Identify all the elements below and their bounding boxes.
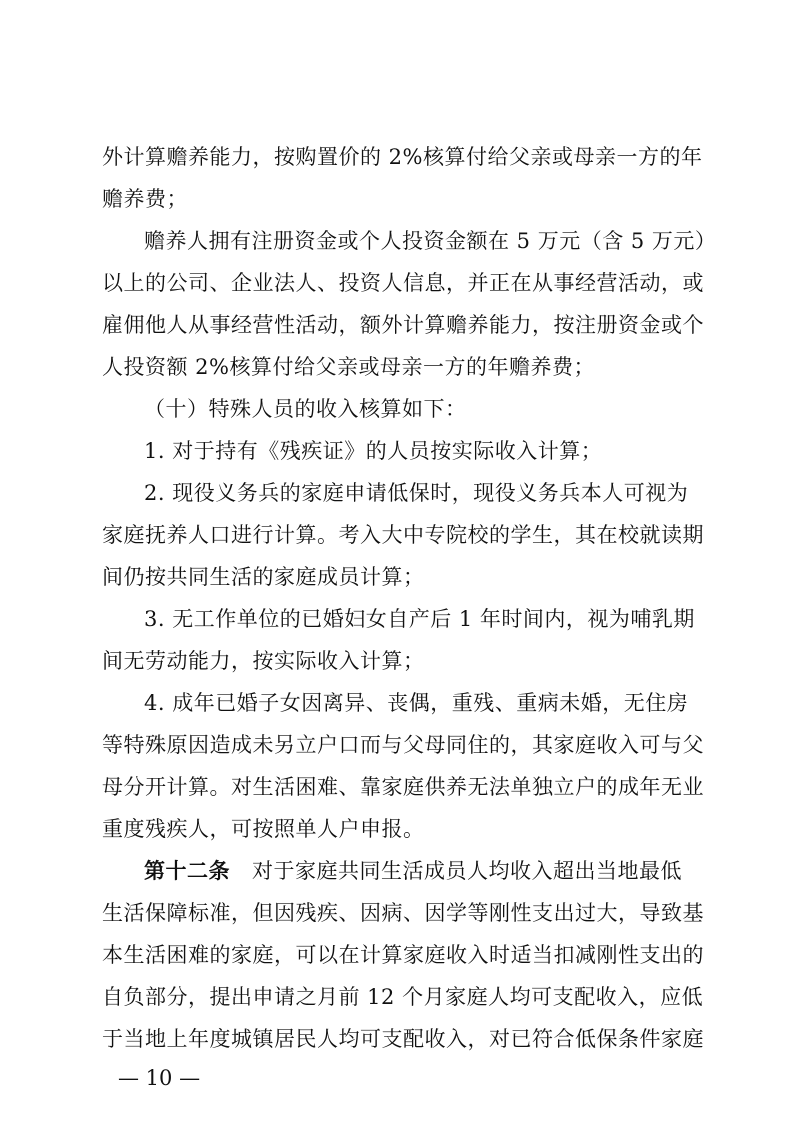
text-line: 3. 无工作单位的已婚妇女自产后 1 年时间内，视为哺乳期 bbox=[144, 607, 695, 631]
text-line: 以上的公司、企业法人、投资人信息，并正在从事经营活动，或 bbox=[102, 271, 704, 295]
text-line: 本生活困难的家庭，可以在计算家庭收入时适当扣减刚性支出的 bbox=[102, 943, 704, 967]
article-heading: 第十二条 bbox=[144, 858, 230, 883]
text-line: 人投资额 2%核算付给父亲或母亲一方的年赡养费； bbox=[102, 355, 595, 379]
text-line: 生活保障标准，但因残疾、因病、因学等刚性支出过大，导致基 bbox=[102, 901, 704, 925]
text-line: 母分开计算。对生活困难、靠家庭供养无法单独立户的成年无业 bbox=[102, 775, 704, 799]
text-line: 雇佣他人从事经营性活动，额外计算赡养能力，按注册资金或个 bbox=[102, 313, 704, 337]
article-first-line-text: 对于家庭共同生活成员人均收入超出当地最低 bbox=[252, 859, 682, 883]
text-line: （十）特殊人员的收入核算如下： bbox=[144, 397, 467, 421]
text-line: 等特殊原因造成未另立户口而与父母同住的，其家庭收入可与父 bbox=[102, 733, 704, 757]
article-first-line bbox=[144, 857, 682, 885]
text-line: 外计算赡养能力，按购置价的 2%核算付给父亲或母亲一方的年 bbox=[102, 145, 703, 169]
page-number: — 10 — bbox=[118, 1066, 201, 1090]
text-line: 间无劳动能力，按实际收入计算； bbox=[102, 649, 425, 673]
text-line: 自负部分，提出申请之月前 12 个月家庭人均可支配收入，应低 bbox=[102, 985, 704, 1009]
text-line: 1. 对于持有《残疾证》的人员按实际收入计算； bbox=[144, 439, 603, 463]
text-line: 于当地上年度城镇居民人均可支配收入，对已符合低保条件家庭 bbox=[102, 1027, 704, 1051]
text-line: 间仍按共同生活的家庭成员计算； bbox=[102, 565, 425, 589]
text-line: 4. 成年已婚子女因离异、丧偶，重残、重病未婚，无住房 bbox=[144, 691, 689, 715]
text-line: 2. 现役义务兵的家庭申请低保时，现役义务兵本人可视为 bbox=[144, 481, 689, 505]
text-line: 赡养人拥有注册资金或个人投资金额在 5 万元（含 5 万元） bbox=[144, 229, 717, 253]
text-line: 重度残疾人，可按照单人户申报。 bbox=[102, 817, 425, 841]
text-line: 家庭抚养人口进行计算。考入大中专院校的学生，其在校就读期 bbox=[102, 523, 704, 547]
text-line: 赡养费； bbox=[102, 187, 188, 211]
